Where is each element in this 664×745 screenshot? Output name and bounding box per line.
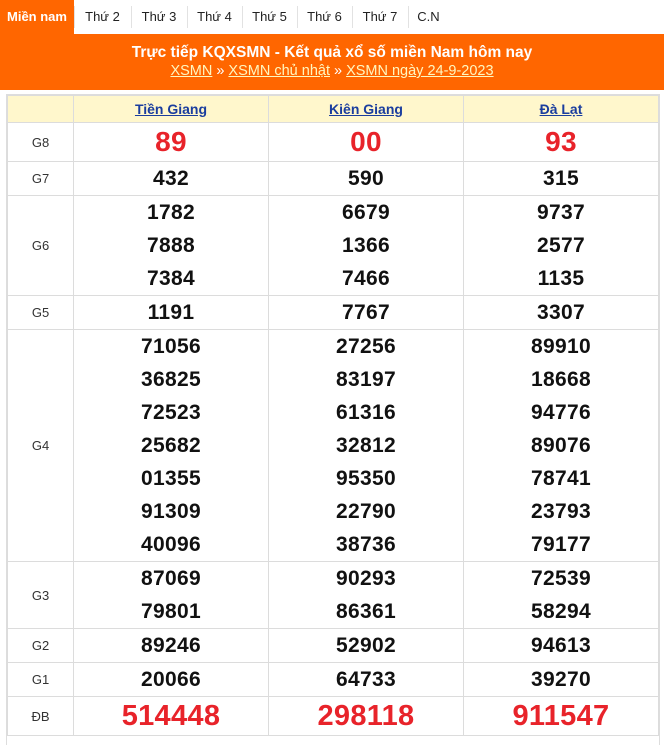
prize-number: 3307	[537, 301, 585, 324]
tab-chu-nhat[interactable]: C.N	[408, 0, 449, 34]
day-tabs	[0, 0, 664, 34]
prize-number: 89	[155, 126, 187, 157]
prize-number: 86361	[336, 600, 396, 623]
tab-thu-7[interactable]: Thứ 7	[352, 0, 408, 34]
prize-label-header	[8, 96, 74, 123]
prize-number: 93	[545, 126, 577, 157]
prize-cell	[464, 629, 659, 663]
prize-number: 78741	[531, 467, 591, 490]
prize-number: 72539	[531, 567, 591, 590]
prize-cell	[269, 162, 464, 196]
province-link-kien-giang[interactable]: Kiên Giang	[329, 101, 403, 117]
prize-number: 61316	[336, 401, 396, 424]
prize-cell	[464, 123, 659, 162]
prize-number: 71056	[141, 335, 201, 358]
prize-number: 64733	[336, 668, 396, 691]
prize-cell	[74, 663, 269, 697]
prize-number: 1191	[147, 301, 195, 324]
page-title: Trực tiếp KQXSMN - Kết quả xổ số miền Nam hôm nay	[131, 44, 533, 61]
breadcrumb-xsmn-chu-nhat[interactable]: XSMN chủ nhật	[228, 63, 330, 79]
prize-number: 89076	[531, 434, 591, 457]
prize-number: 58294	[531, 600, 591, 623]
prize-cell	[269, 123, 464, 162]
prize-number: 94613	[531, 634, 591, 657]
prize-number: 432	[153, 167, 189, 190]
breadcrumb-xsmn-date[interactable]: XSMN ngày 24-9-2023	[346, 63, 494, 79]
prize-number: 22790	[336, 500, 396, 523]
tab-thu-2[interactable]: Thứ 2	[74, 0, 131, 34]
prize-number: 36825	[141, 368, 201, 391]
prize-number: 89246	[141, 634, 201, 657]
prize-number: 94776	[531, 401, 591, 424]
prize-cell	[269, 196, 464, 296]
prize-number: 72523	[141, 401, 201, 424]
breadcrumb-separator: »	[216, 63, 225, 79]
prize-row-g6	[8, 196, 659, 296]
prize-cell	[74, 162, 269, 196]
breadcrumb	[0, 62, 664, 81]
prize-label: G4	[8, 330, 74, 562]
province-link-da-lat[interactable]: Đà Lạt	[539, 101, 583, 117]
prize-row-g5	[8, 296, 659, 330]
prize-number: 20066	[141, 668, 201, 691]
prize-number: 9737	[537, 201, 585, 224]
province-header-1	[74, 96, 269, 123]
province-header-3	[464, 96, 659, 123]
prize-number: 32812	[336, 434, 396, 457]
prize-cell	[74, 196, 269, 296]
prize-cell	[74, 123, 269, 162]
prize-number: 90293	[336, 567, 396, 590]
province-link-tien-giang[interactable]: Tiền Giang	[134, 101, 208, 117]
prize-number: 1782	[147, 201, 195, 224]
prize-cell	[464, 562, 659, 629]
prize-number: 52902	[336, 634, 396, 657]
prize-cell	[74, 629, 269, 663]
prize-row-g3	[8, 562, 659, 629]
prize-cell	[269, 663, 464, 697]
results-header	[0, 34, 664, 90]
prize-cell	[74, 296, 269, 330]
prize-number: 87069	[141, 567, 201, 590]
province-header-2	[269, 96, 464, 123]
breadcrumb-xsmn[interactable]: XSMN	[170, 63, 213, 79]
prize-number: 00	[350, 126, 382, 157]
prize-cell	[269, 697, 464, 736]
prize-label: G5	[8, 296, 74, 330]
prize-number: 01355	[141, 467, 201, 490]
prize-number: 38736	[336, 533, 396, 556]
results-table-container	[6, 94, 660, 745]
prize-number: 83197	[336, 368, 396, 391]
tab-thu-6[interactable]: Thứ 6	[297, 0, 352, 34]
prize-row-g8	[8, 123, 659, 162]
prize-cell	[74, 562, 269, 629]
prize-label: G7	[8, 162, 74, 196]
prize-number: 1135	[537, 267, 585, 290]
prize-row-g7	[8, 162, 659, 196]
prize-number: 91309	[141, 500, 201, 523]
prize-label: G6	[8, 196, 74, 296]
province-header-row	[8, 96, 659, 123]
prize-cell	[269, 296, 464, 330]
prize-number: 7767	[342, 301, 390, 324]
prize-cell	[269, 629, 464, 663]
prize-cell	[74, 330, 269, 562]
prize-label: G3	[8, 562, 74, 629]
prize-number: 590	[348, 167, 384, 190]
prize-number: 514448	[121, 700, 221, 732]
breadcrumb-separator: »	[333, 63, 343, 79]
prize-label: G8	[8, 123, 74, 162]
prize-label: G1	[8, 663, 74, 697]
prize-row-đb	[8, 697, 659, 736]
prize-cell	[74, 697, 269, 736]
prize-cell	[464, 663, 659, 697]
prize-number: 7888	[147, 234, 195, 257]
prize-label: ĐB	[8, 697, 74, 736]
prize-cell	[464, 162, 659, 196]
prize-number: 6679	[342, 201, 390, 224]
tab-mien-nam[interactable]: Miền nam	[0, 0, 74, 34]
results-table	[7, 95, 659, 736]
prize-row-g2	[8, 629, 659, 663]
prize-cell	[269, 562, 464, 629]
prize-number: 39270	[531, 668, 591, 691]
tab-thu-3[interactable]: Thứ 3	[131, 0, 187, 34]
prize-number: 7466	[342, 267, 390, 290]
prize-number: 911547	[512, 700, 610, 732]
prize-cell	[269, 330, 464, 562]
prize-cell	[464, 296, 659, 330]
prize-number: 23793	[531, 500, 591, 523]
prize-cell	[464, 697, 659, 736]
prize-cell	[464, 196, 659, 296]
tab-thu-4[interactable]: Thứ 4	[187, 0, 242, 34]
prize-number: 298118	[317, 700, 415, 732]
prize-number: 18668	[531, 368, 591, 391]
prize-label: G2	[8, 629, 74, 663]
prize-number: 40096	[141, 533, 201, 556]
tab-thu-5[interactable]: Thứ 5	[242, 0, 297, 34]
prize-number: 315	[543, 167, 579, 190]
prize-number: 1366	[342, 234, 390, 257]
prize-number: 27256	[336, 335, 396, 358]
prize-number: 25682	[141, 434, 201, 457]
prize-number: 79801	[141, 600, 201, 623]
prize-number: 95350	[336, 467, 396, 490]
prize-number: 79177	[531, 533, 591, 556]
prize-number: 2577	[537, 234, 585, 257]
prize-cell	[464, 330, 659, 562]
prize-number: 89910	[531, 335, 591, 358]
prize-number: 7384	[147, 267, 195, 290]
prize-row-g4	[8, 330, 659, 562]
prize-row-g1	[8, 663, 659, 697]
